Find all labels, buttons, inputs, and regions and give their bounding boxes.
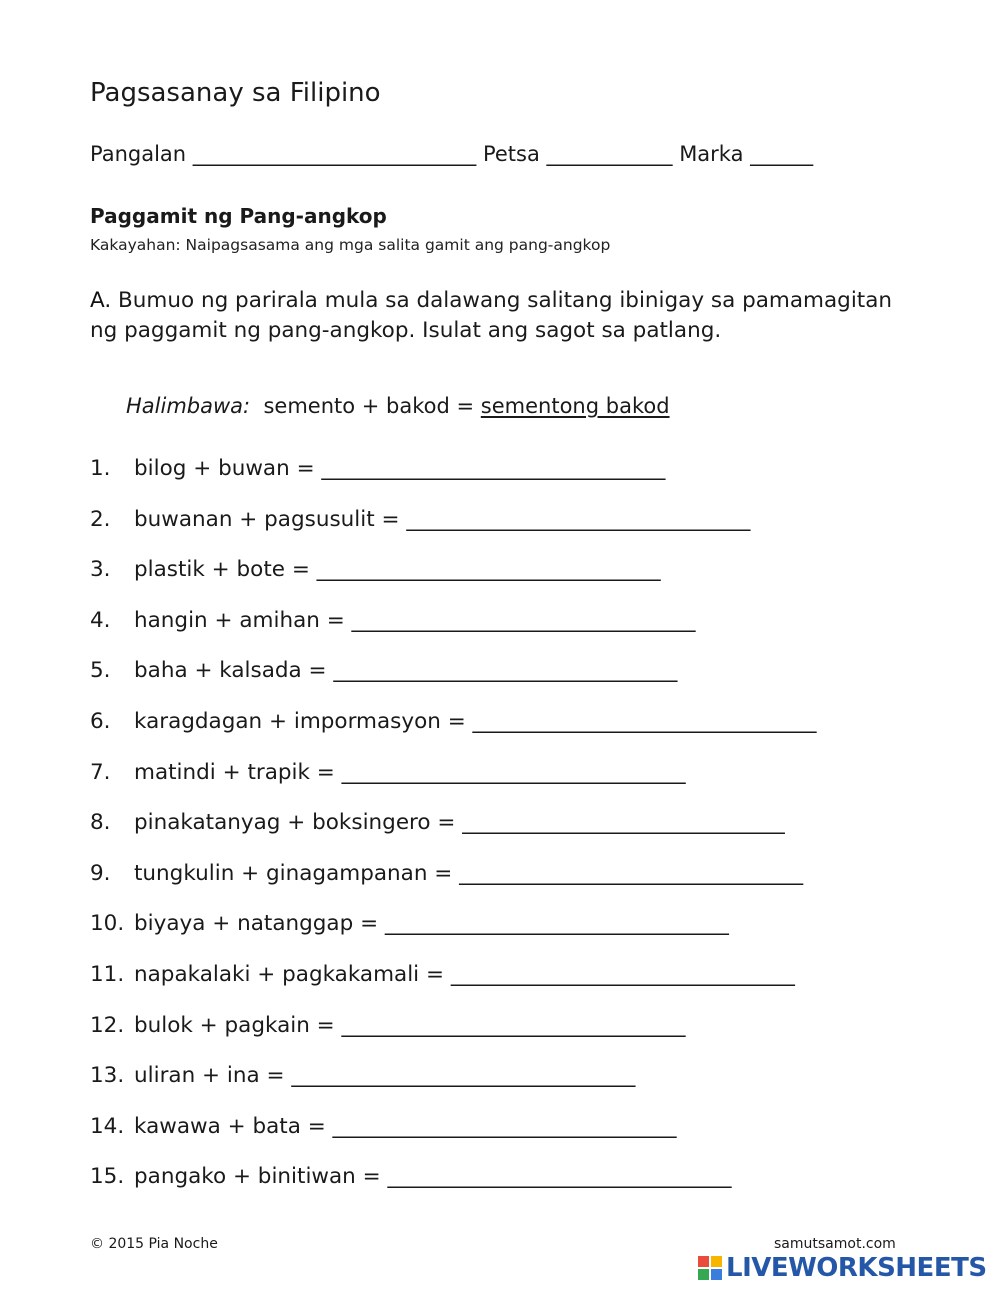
exercise-item bbox=[90, 456, 665, 481]
liveworksheets-wordmark: LIVEWORKSHEETS bbox=[726, 1253, 987, 1283]
item-prompt: kawawa + bata = ________________________________ bbox=[134, 1113, 677, 1139]
exercise-item bbox=[90, 557, 661, 582]
site-credit: samutsamot.com bbox=[774, 1236, 896, 1252]
item-number: 5. bbox=[90, 658, 111, 684]
exercise-item bbox=[90, 1063, 635, 1088]
exercise-item bbox=[90, 709, 817, 734]
exercise-item bbox=[90, 911, 729, 936]
item-number: 8. bbox=[90, 810, 111, 836]
item-prompt: karagdagan + impormasyon = ________________________________ bbox=[134, 709, 817, 734]
item-number: 9. bbox=[90, 860, 111, 886]
item-number: 4. bbox=[90, 607, 111, 633]
exercise-item bbox=[90, 1114, 677, 1139]
item-number: 3. bbox=[90, 557, 111, 583]
example-answer: sementong bakod bbox=[480, 394, 670, 418]
item-number: 14. bbox=[90, 1113, 125, 1139]
item-number: 12. bbox=[90, 1012, 125, 1038]
section-title: Paggamit ng Pang-angkop bbox=[90, 204, 387, 228]
exercise-item bbox=[90, 507, 750, 532]
item-number: 6. bbox=[90, 709, 111, 734]
item-prompt: napakalaki + pagkakamali = ________________________________ bbox=[134, 962, 795, 987]
example-prompt: semento + bakod = bbox=[263, 394, 475, 418]
example-line bbox=[126, 394, 670, 418]
item-prompt: hangin + amihan = ________________________________ bbox=[134, 607, 696, 633]
worksheet-title: Pagsasanay sa Filipino bbox=[90, 78, 381, 108]
exercise-item bbox=[90, 608, 696, 633]
liveworksheets-icon bbox=[698, 1256, 722, 1280]
exercise-item bbox=[90, 1164, 732, 1189]
item-number: 13. bbox=[90, 1063, 125, 1089]
item-number: 2. bbox=[90, 506, 111, 532]
item-prompt: baha + kalsada = ________________________________ bbox=[134, 658, 678, 684]
item-prompt: tungkulin + ginagampanan = ________________________________ bbox=[134, 860, 804, 886]
student-info-row: Pangalan ___________________________ Petsa ____________ Marka ______ bbox=[90, 142, 814, 166]
instructions-letter: A. bbox=[90, 288, 112, 313]
exercise-item bbox=[90, 861, 803, 886]
item-prompt: plastik + bote = ________________________________ bbox=[134, 557, 661, 583]
instructions-text: Bumuo ng parirala mula sa dalawang salitang ibinigay sa pamamagitan ng paggamit ng pang-angkop. Isulat ang sagot sa patlang. bbox=[90, 288, 893, 343]
item-number: 10. bbox=[90, 911, 125, 937]
item-prompt: pinakatanyag + boksingero = ______________________________ bbox=[134, 810, 785, 836]
item-number: 11. bbox=[90, 962, 125, 987]
exercise-item bbox=[90, 962, 795, 987]
item-number: 1. bbox=[90, 456, 111, 481]
instructions bbox=[90, 286, 910, 345]
exercise-item bbox=[90, 810, 785, 835]
liveworksheets-logo bbox=[698, 1253, 987, 1283]
item-prompt: bulok + pagkain = ________________________________ bbox=[134, 1012, 686, 1038]
skill-description: Kakayahan: Naipagsasama ang mga salita gamit ang pang-angkop bbox=[90, 236, 611, 254]
item-prompt: bilog + buwan = ________________________________ bbox=[134, 456, 666, 481]
copyright: © 2015 Pia Noche bbox=[90, 1236, 218, 1252]
exercise-item bbox=[90, 760, 686, 785]
item-prompt: buwanan + pagsusulit = ________________________________ bbox=[134, 506, 751, 532]
item-prompt: biyaya + natanggap = ________________________________ bbox=[134, 911, 729, 937]
example-label: Halimbawa: bbox=[126, 394, 251, 418]
exercise-item bbox=[90, 1013, 686, 1038]
item-number: 7. bbox=[90, 759, 111, 785]
exercise-item bbox=[90, 658, 677, 683]
item-prompt: pangako + binitiwan = ________________________________ bbox=[134, 1164, 732, 1190]
item-number: 15. bbox=[90, 1164, 125, 1190]
item-prompt: uliran + ina = ________________________________ bbox=[134, 1063, 636, 1089]
item-prompt: matindi + trapik = ________________________________ bbox=[134, 759, 686, 785]
